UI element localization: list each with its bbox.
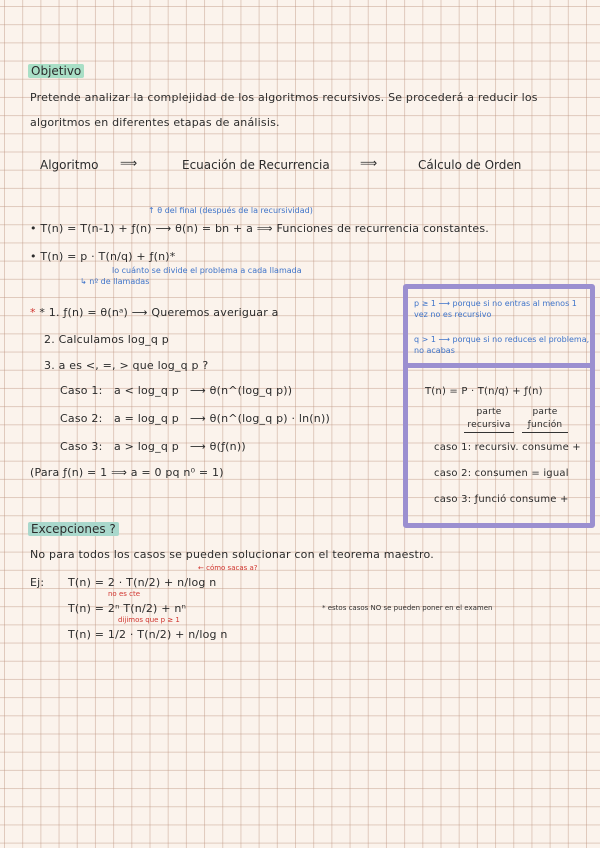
step-2: 2. Calculamos log_q p <box>44 333 169 346</box>
eq1-note: ↑ θ del final (después de la recursividad) <box>148 206 313 215</box>
box-case-2: caso 2: consumen = igual <box>434 468 569 479</box>
example-label: Ej: <box>30 576 45 589</box>
box-part-function: parte ƒunción <box>522 406 568 433</box>
box-case-1: caso 1: recursiv. consume + <box>434 442 581 453</box>
case-3-cond: a > log_q p <box>114 440 179 453</box>
case-3-label: Caso 3: <box>60 440 103 453</box>
case-2-label: Caso 2: <box>60 412 103 425</box>
flow-arrow-2: ⟹ <box>360 156 378 170</box>
example-1: T(n) = 2 · T(n/2) + n/log n <box>68 576 217 589</box>
flow-step-ecuacion: Ecuación de Recurrencia <box>182 158 330 172</box>
equation-divide-recurrence: • T(n) = p · T(n/q) + ƒ(n)* <box>30 250 176 263</box>
example-1-note: ← cómo sacas a? <box>198 564 258 572</box>
flow-step-algoritmo: Algoritmo <box>40 158 99 172</box>
box-note-q: q > 1 ⟶ porque si no reduces el problema, no acabas <box>414 335 590 355</box>
summary-box-divider <box>403 363 595 368</box>
step-3: 3. a es <, =, > que log_q p ? <box>44 359 209 372</box>
box-case-3: caso 3: ƒunció consume + <box>434 494 569 505</box>
flow-arrow-1: ⟹ <box>120 156 138 170</box>
example-3-note: dijimos que p ≥ 1 <box>118 616 180 624</box>
intro-line-1: Pretende analizar la complejidad de los algoritmos recursivos. Se procederá a reducir los <box>30 91 538 104</box>
example-3: T(n) = 1/2 · T(n/2) + n/log n <box>68 628 228 641</box>
exceptions-line: No para todos los casos se pueden solucionar con el teorema maestro. <box>30 548 434 561</box>
equation-constant-recurrence: • T(n) = T(n-1) + ƒ(n) ⟶ θ(n) = bn + a ⟹ Funciones de recurrencia constantes. <box>30 222 489 235</box>
case-2-result: ⟶ θ(n^(log_q p) · ln(n)) <box>190 412 330 425</box>
flow-step-orden: Cálculo de Orden <box>418 158 522 172</box>
examples-side-note: * estos casos NO se pueden poner en el examen <box>322 604 493 612</box>
case-1-cond: a < log_q p <box>114 384 179 397</box>
page-title: Objetivo <box>28 60 84 79</box>
box-formula: T(n) = P · T(n/q) + ƒ(n) <box>425 386 543 397</box>
exceptions-title: Excepciones ? <box>28 518 119 537</box>
intro-line-2: algoritmos en diferentes etapas de análisis. <box>30 116 280 129</box>
box-part-recursive: parte recursiva <box>464 406 514 433</box>
example-2: T(n) = 2ⁿ T(n/2) + nⁿ <box>68 602 187 615</box>
box-note-p: p ≥ 1 ⟶ porque si no entras al menos 1 vez no es recursivo <box>414 299 577 319</box>
step-1: * * 1. ƒ(n) = θ(nᵃ) ⟶ Queremos averiguar a <box>30 306 279 319</box>
example-2-note: no es cte <box>108 590 141 598</box>
eq2-note-division: lo cuánto se divide el problema a cada llamada <box>112 266 302 275</box>
case-1-result: ⟶ θ(n^(log_q p)) <box>190 384 293 397</box>
para-note: (Para ƒ(n) = 1 ⟹ a = 0 pq n⁰ = 1) <box>30 466 224 479</box>
eq2-note-calls: ↳ nº de llamadas <box>80 277 150 286</box>
case-1-label: Caso 1: <box>60 384 103 397</box>
case-3-result: ⟶ θ(ƒ(n)) <box>190 440 246 453</box>
case-2-cond: a = log_q p <box>114 412 179 425</box>
